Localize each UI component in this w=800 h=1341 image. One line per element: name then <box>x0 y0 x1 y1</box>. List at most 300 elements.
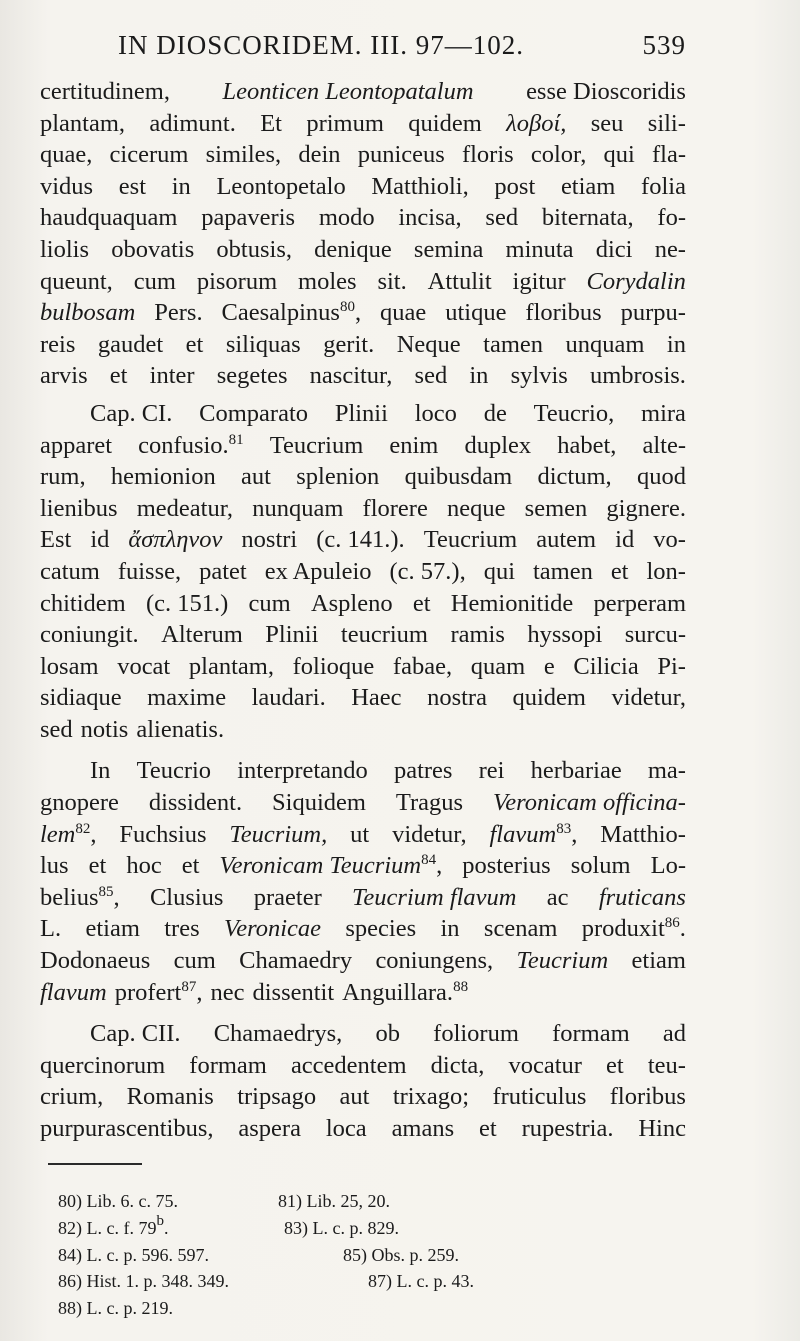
word: sidiaque <box>40 684 122 712</box>
text-line <box>40 297 686 329</box>
text-line <box>40 430 686 462</box>
word: floris <box>461 141 514 169</box>
word: loca <box>325 1115 367 1142</box>
word: in <box>666 330 686 358</box>
word: dissident. <box>148 789 243 817</box>
word: Teucrio <box>136 757 212 785</box>
word-with-ref <box>342 977 468 1009</box>
word: Teucrium <box>423 526 518 554</box>
text-line <box>40 714 686 746</box>
word: sed <box>485 204 519 232</box>
species-name: Teucrium <box>516 947 609 975</box>
species-name: Veronicam officina- <box>492 789 686 817</box>
text-line <box>40 755 686 787</box>
word: lon- <box>646 557 686 585</box>
word: (c. 57.), <box>389 557 466 585</box>
word: Chamaedry <box>239 947 353 975</box>
word: tripsago <box>237 1083 317 1111</box>
text-line <box>40 651 686 683</box>
word: species <box>345 915 417 943</box>
word-with-ref <box>222 297 362 329</box>
word: siliquas <box>225 330 301 358</box>
word: herbariae <box>530 757 622 785</box>
word-with-ref <box>490 819 578 851</box>
word: aut <box>339 1083 370 1111</box>
footnote-text: 82) L. c. f. 79 <box>58 1217 157 1238</box>
word: ex Apuleio <box>264 557 372 585</box>
footnote-row <box>58 1295 658 1322</box>
word: haudquaquam <box>40 204 178 232</box>
word: Comparato <box>199 399 309 427</box>
word: cum <box>248 589 291 617</box>
word: folia <box>641 172 686 200</box>
word: neque <box>447 494 506 522</box>
word: profert <box>114 978 182 1006</box>
word: dici <box>595 235 633 263</box>
word: notis <box>80 715 129 743</box>
word: obovatis <box>111 235 195 263</box>
species-name: bulbosam <box>40 299 136 327</box>
word: queunt, <box>40 267 113 295</box>
word: Lo- <box>650 852 686 880</box>
punctuation: , <box>354 299 362 327</box>
word: Neque <box>396 330 461 358</box>
word: seu <box>590 109 624 137</box>
word: chitidem <box>40 589 126 617</box>
text-line <box>40 682 686 714</box>
word: solum <box>570 852 631 880</box>
word: patres <box>393 757 453 785</box>
word: autem <box>536 526 597 554</box>
word: quidem <box>408 109 482 137</box>
text-line <box>40 1113 686 1145</box>
chapter-label: Cap. CII. <box>90 1020 181 1048</box>
word-with-ref <box>115 977 203 1009</box>
word: ut <box>350 820 370 848</box>
word-with-ref <box>219 850 442 882</box>
word: post <box>494 172 536 200</box>
word: Pi- <box>657 652 686 680</box>
word: produxit <box>581 915 665 943</box>
word: denique <box>314 235 392 263</box>
word: nec <box>210 978 245 1006</box>
word: ad <box>662 1020 686 1048</box>
word: quidem <box>512 684 586 712</box>
word: aspera <box>238 1115 301 1142</box>
word: inter <box>149 362 195 390</box>
text-line <box>40 202 686 234</box>
footnote-ref: 87 <box>181 978 197 995</box>
footnote-divider <box>48 1163 142 1165</box>
word: rum, <box>40 463 86 491</box>
word: trixago; <box>392 1083 470 1111</box>
word: semina <box>413 235 484 263</box>
word: adimunt. <box>149 109 236 137</box>
word: foliorum <box>433 1020 519 1048</box>
species-name: Veronicam Teucrium <box>219 852 422 880</box>
word: fla- <box>652 141 686 169</box>
word: utique <box>445 299 507 327</box>
greek-word: ἄσπληνον <box>128 526 223 554</box>
word: teucrium <box>340 621 428 649</box>
text-line <box>40 556 686 588</box>
word: ramis <box>450 621 505 649</box>
word: ne- <box>654 235 686 263</box>
word: Matthio- <box>600 820 686 848</box>
punctuation: , <box>90 820 97 848</box>
word: Alterum <box>161 621 243 649</box>
word: Matthioli, <box>371 172 469 200</box>
word: fabae, <box>392 652 453 680</box>
word: moles <box>298 267 357 295</box>
word-with-ref <box>40 819 97 851</box>
word: hyssopi <box>527 621 603 649</box>
word: et <box>610 557 629 585</box>
footnote-ref: 80 <box>339 299 355 316</box>
word: rupestria. <box>521 1115 614 1142</box>
word: vo- <box>653 526 686 554</box>
footnote: 83) L. c. p. 829. <box>284 1217 399 1238</box>
word: purpu- <box>620 299 686 327</box>
word: etiam <box>85 915 140 943</box>
species-name: fruticans <box>598 883 686 911</box>
word: alte- <box>642 431 686 459</box>
punctuation: , <box>113 883 120 911</box>
footnote-ref: 81 <box>228 431 244 448</box>
text-line <box>40 882 686 914</box>
chapter-label: Cap. CI. <box>90 399 173 427</box>
word: hemionion <box>110 463 216 491</box>
word: gaudet <box>97 330 164 358</box>
footnote-row <box>58 1188 658 1215</box>
word: et <box>88 852 107 880</box>
word: etiam <box>560 172 616 200</box>
punctuation: , <box>436 852 443 880</box>
word-with-ref <box>138 430 244 462</box>
word: loco <box>414 399 457 427</box>
footnote: 84) L. c. p. 596. 597. <box>58 1244 209 1265</box>
word: incisa, <box>398 204 462 232</box>
word: est <box>118 172 146 200</box>
word: cicerum <box>109 141 189 169</box>
footnotes <box>58 1188 658 1322</box>
text-line <box>40 850 686 882</box>
punctuation: . <box>163 1217 169 1238</box>
word: Attulit <box>427 267 492 295</box>
word: id <box>90 526 110 554</box>
punctuation: . <box>679 915 686 943</box>
word: rei <box>478 757 505 785</box>
word: Pers. <box>154 299 203 327</box>
word: quae, <box>40 141 93 169</box>
word: vocat <box>117 652 171 680</box>
word: nostri <box>241 526 298 554</box>
word: perperam <box>593 589 686 617</box>
word: et <box>412 589 431 617</box>
word: et <box>479 1115 497 1142</box>
word-with-ref <box>40 882 120 914</box>
word: sed <box>414 362 448 390</box>
word: gnopere <box>40 789 119 817</box>
word: quibusdam <box>404 463 513 491</box>
text-line <box>40 1018 686 1050</box>
footnote: 86) Hist. 1. p. 348. 349. <box>58 1271 229 1292</box>
footnote: 87) L. c. p. 43. <box>368 1271 474 1292</box>
word: floribus <box>609 1083 686 1111</box>
species-name: Corydalin <box>586 267 686 295</box>
word: Chamaedrys, <box>213 1020 343 1048</box>
footnote: 85) Obs. p. 259. <box>343 1244 459 1265</box>
word: qui <box>483 557 515 585</box>
word: sylvis <box>510 362 568 390</box>
footnote-row <box>58 1268 658 1295</box>
word: videtur, <box>392 820 467 848</box>
word: formam <box>552 1020 630 1048</box>
word: et <box>185 330 204 358</box>
word: biternata, <box>541 204 634 232</box>
text-line <box>40 398 686 430</box>
word: mira <box>641 399 686 427</box>
word: puniceus <box>357 141 445 169</box>
text-line <box>40 913 686 945</box>
footnote <box>58 1212 169 1242</box>
word: nascitur, <box>309 362 393 390</box>
text-line <box>40 1050 686 1082</box>
word: duplex <box>464 431 532 459</box>
word: Plinii <box>265 621 319 649</box>
footnote: 80) Lib. 6. c. 75. <box>58 1191 178 1211</box>
word: accedentem <box>290 1051 407 1079</box>
word: ma- <box>647 757 686 785</box>
word: Teucrium <box>269 431 364 459</box>
footnote-ref: 83 <box>556 820 572 837</box>
text-line <box>40 360 686 392</box>
footnote: 88) L. c. p. 219. <box>58 1298 173 1319</box>
species-name: flavum <box>40 978 107 1006</box>
word: gignere. <box>606 494 686 522</box>
word: medeatur, <box>136 494 234 522</box>
word: tamen <box>483 330 544 358</box>
word: interpretando <box>237 757 368 785</box>
word: ac <box>546 883 569 911</box>
word: obtusis, <box>216 235 292 263</box>
word: Hemionitide <box>450 589 574 617</box>
word: Aspleno <box>310 589 393 617</box>
species-name: Teucrium flavum <box>352 883 517 911</box>
text-line <box>40 819 686 851</box>
footnote-ref: 82 <box>75 820 91 837</box>
word: igitur <box>512 267 566 295</box>
text-line <box>40 1081 686 1113</box>
word: patet <box>199 557 247 585</box>
punctuation: , <box>196 978 203 1006</box>
text-line <box>40 139 686 171</box>
word: Fuchsius <box>119 820 207 848</box>
footnote-ref: 85 <box>98 883 114 900</box>
footnote-ref: 86 <box>664 915 680 932</box>
word: catum <box>40 557 100 585</box>
word: hoc <box>126 852 162 880</box>
word: losam <box>40 652 99 680</box>
word: videtur, <box>611 684 686 712</box>
word: umbrosis. <box>589 362 686 390</box>
word-with-ref <box>582 913 686 945</box>
word: L. <box>40 915 62 943</box>
word: Haec <box>351 684 402 712</box>
word: liolis <box>40 235 90 263</box>
footnote: 81) Lib. 25, 20. <box>278 1191 390 1211</box>
word: alienatis. <box>136 715 225 743</box>
text-line <box>40 588 686 620</box>
word: (c. 141.). <box>316 526 405 554</box>
species-name: Veronicae <box>223 915 322 943</box>
word: Siquidem <box>272 789 366 817</box>
word: purpurascentibus, <box>40 1115 214 1142</box>
word: sit. <box>377 267 407 295</box>
word: segetes <box>216 362 288 390</box>
text-line <box>40 619 686 651</box>
word: id <box>615 526 635 554</box>
word: apparet <box>40 431 113 459</box>
word: et <box>181 852 200 880</box>
word: coniungit. <box>40 621 139 649</box>
word: florere <box>362 494 428 522</box>
word: vocatur <box>508 1051 582 1079</box>
word: Tragus <box>395 789 464 817</box>
footnote-ref: 88 <box>453 978 469 995</box>
word: Dodonaeus <box>40 947 151 975</box>
species-name: lem <box>40 820 76 848</box>
word: nostra <box>427 684 487 712</box>
word: primum <box>306 109 384 137</box>
word: In <box>90 757 111 785</box>
word: Leontopetalo <box>216 172 346 200</box>
word: floribus <box>525 299 602 327</box>
text-line <box>40 266 686 298</box>
text-line <box>40 524 686 556</box>
species-name: Leonticen Leontopatalum <box>222 78 474 105</box>
word: Romanis <box>126 1083 214 1111</box>
text-line <box>40 493 686 525</box>
word: (c. 151.) <box>145 589 229 617</box>
text-line <box>40 461 686 493</box>
punctuation: , <box>571 820 578 848</box>
word: sed <box>40 715 73 743</box>
text-line <box>40 171 686 203</box>
word: fo- <box>657 204 686 232</box>
word: scenam <box>483 915 558 943</box>
word: plantam, <box>40 109 126 137</box>
word: semen <box>524 494 588 522</box>
word: dictum, <box>537 463 612 491</box>
footnote-row <box>58 1242 658 1269</box>
word: folioque <box>292 652 375 680</box>
word: et <box>606 1051 624 1079</box>
word: e <box>543 652 555 680</box>
word: coniungens, <box>375 947 494 975</box>
word: splenion <box>296 463 380 491</box>
word: pisorum <box>196 267 278 295</box>
text-line <box>40 945 686 977</box>
word: quod <box>636 463 686 491</box>
word: Plinii <box>334 399 388 427</box>
running-head-title: IN DIOSCORIDEM. III. 97—102. <box>118 30 524 60</box>
greek-word: λοβοί, <box>506 109 567 137</box>
word: cum <box>173 947 216 975</box>
word: laudari. <box>251 684 326 712</box>
word: unquam <box>565 330 645 358</box>
word: esse Dioscoridis <box>526 78 686 105</box>
word: in <box>171 172 191 200</box>
word: dicta, <box>430 1051 485 1079</box>
word: crium, <box>40 1083 104 1111</box>
word: papaveris <box>201 204 296 232</box>
footnote-row <box>58 1212 658 1242</box>
word: certitudinem, <box>40 78 170 105</box>
paragraph-gap <box>40 1008 686 1018</box>
word: in <box>440 915 460 943</box>
word: aut <box>241 463 271 491</box>
word: belius <box>40 883 99 911</box>
word: qui <box>603 141 635 169</box>
word: habet, <box>557 431 617 459</box>
word: dissentit <box>252 978 335 1006</box>
word: in <box>469 362 489 390</box>
word: tres <box>164 915 200 943</box>
word: quae <box>380 299 427 327</box>
word: Est <box>40 526 72 554</box>
word: similes, <box>205 141 282 169</box>
word: confusio. <box>138 431 229 459</box>
word: lienibus <box>40 494 118 522</box>
word: color, <box>530 141 587 169</box>
word: arvis <box>40 362 88 390</box>
word: et <box>109 362 128 390</box>
word: surcu- <box>624 621 686 649</box>
word: modo <box>318 204 375 232</box>
word: quercinorum <box>40 1051 166 1079</box>
word: Teucrio, <box>533 399 615 427</box>
folio-side: b <box>156 1212 164 1229</box>
word: nunquam <box>252 494 344 522</box>
page-number: 539 <box>642 30 686 60</box>
word: reis <box>40 330 76 358</box>
text-line <box>40 787 686 819</box>
text-line <box>40 977 686 1009</box>
word: quam <box>470 652 526 680</box>
word: dein <box>298 141 341 169</box>
word: praeter <box>253 883 322 911</box>
text-line <box>40 234 686 266</box>
word: Anguillara. <box>342 978 454 1006</box>
word: lus <box>40 852 69 880</box>
word: vidus <box>40 172 94 200</box>
word: ob <box>375 1020 400 1048</box>
running-head <box>118 30 686 70</box>
word: Hinc <box>638 1115 686 1142</box>
word: de <box>483 399 507 427</box>
word: tamen <box>532 557 593 585</box>
word: plantam, <box>188 652 274 680</box>
word: posterius <box>462 852 551 880</box>
word: formam <box>189 1051 267 1079</box>
word: Clusius <box>149 883 224 911</box>
word: fuisse, <box>117 557 182 585</box>
text-line <box>40 329 686 361</box>
word: maxime <box>147 684 227 712</box>
word: Caesalpinus <box>221 299 340 327</box>
species-name: Teucrium, <box>229 820 328 848</box>
